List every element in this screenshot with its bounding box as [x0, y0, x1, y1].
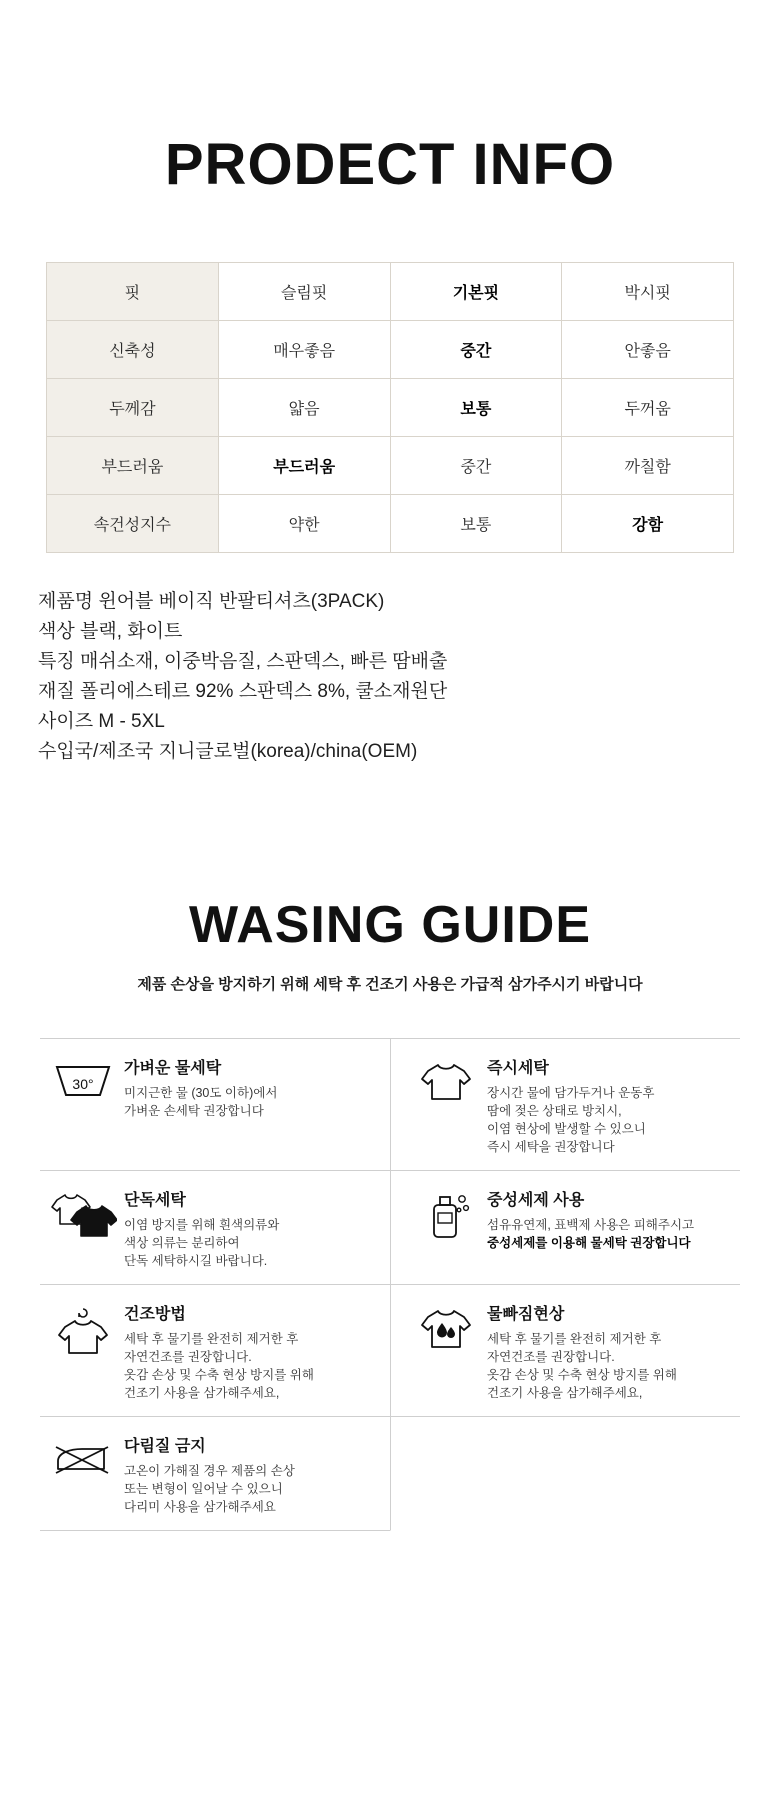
care-body	[124, 1216, 279, 1270]
care-body	[124, 1084, 277, 1120]
care-text	[120, 1301, 314, 1402]
care-heading: 즉시세탁	[487, 1060, 549, 1077]
care-line: 색상 의류는 분리하여	[124, 1236, 240, 1250]
care-line: 세탁 후 물기를 완전히 제거한 후	[487, 1332, 662, 1346]
product-description	[0, 587, 780, 767]
care-line: 땀에 젖은 상태로 방치시,	[487, 1104, 622, 1118]
spec-row-label: 신축성	[47, 321, 219, 379]
spec-option-selected: 강함	[562, 495, 734, 553]
care-text	[120, 1055, 277, 1120]
care-line: 건조기 사용을 삼가해주세요,	[124, 1386, 280, 1400]
no-iron-icon	[46, 1433, 120, 1481]
care-line: 즉시 세탁을 권장합니다	[487, 1140, 615, 1154]
care-line: 세탁 후 물기를 완전히 제거한 후	[124, 1332, 299, 1346]
care-item-color-bleeding	[390, 1285, 740, 1417]
care-line: 미지근한 물 (30도 이하)에서	[124, 1086, 278, 1100]
care-item-no-ironing	[40, 1417, 390, 1531]
table-row	[47, 437, 734, 495]
care-line: 옷감 손상 및 수축 현상 방지를 위해	[124, 1368, 314, 1382]
care-body	[487, 1084, 654, 1156]
spec-option-selected: 보통	[390, 379, 562, 437]
spec-option: 안좋음	[562, 321, 734, 379]
spec-option: 보통	[390, 495, 562, 553]
hanger-tshirt-icon	[46, 1301, 120, 1357]
care-item-drying-method	[40, 1285, 390, 1417]
spec-row-label: 핏	[47, 263, 219, 321]
care-line: 섬유유연제, 표백제 사용은 피해주시고	[487, 1218, 695, 1232]
spec-table-wrapper	[0, 262, 780, 553]
care-text	[120, 1187, 279, 1270]
spec-row-label: 속건성지수	[47, 495, 219, 553]
spec-option: 매우좋음	[218, 321, 390, 379]
care-heading: 단독세탁	[124, 1192, 186, 1209]
care-line: 이염 방지를 위해 흰색의류와	[124, 1218, 280, 1232]
care-item-separate-wash	[40, 1171, 390, 1285]
care-item-gentle-wash	[40, 1039, 390, 1171]
description-line: 특징 매쉬소재, 이중박음질, 스판덱스, 빠른 땀배출	[38, 651, 448, 672]
spec-option: 중간	[390, 437, 562, 495]
care-heading: 건조방법	[124, 1306, 186, 1323]
care-line: 고온이 가해질 경우 제품의 손상	[124, 1464, 295, 1478]
care-body	[124, 1330, 314, 1402]
description-line: 색상 블랙, 화이트	[38, 621, 183, 642]
spec-row-label: 부드러움	[47, 437, 219, 495]
care-instruction-grid	[40, 1038, 740, 1531]
table-row	[47, 321, 734, 379]
care-text	[120, 1433, 295, 1516]
description-line: 제품명 윈어블 베이직 반팔티셔츠(3PACK)	[38, 591, 385, 612]
care-body	[487, 1216, 694, 1252]
care-text	[483, 1187, 694, 1252]
care-text	[483, 1055, 654, 1156]
care-item-neutral-detergent	[390, 1171, 740, 1285]
care-line: 자연건조를 권장합니다.	[487, 1350, 615, 1364]
care-body	[124, 1462, 295, 1516]
care-line: 가벼운 손세탁 권장합니다	[124, 1104, 264, 1118]
care-heading: 다림질 금지	[124, 1438, 206, 1455]
care-text	[483, 1301, 677, 1402]
care-heading: 가벼운 물세탁	[124, 1060, 222, 1077]
care-line: 단독 세탁하시길 바랍니다.	[124, 1254, 268, 1268]
spec-option: 약한	[218, 495, 390, 553]
two-tshirts-icon	[46, 1187, 120, 1239]
washing-guide-subtitle: 제품 손상을 방지하기 위해 세탁 후 건조기 사용은 가급적 삼가주시기 바랍니다	[137, 976, 643, 993]
tshirt-outline-icon	[409, 1055, 483, 1105]
svg-text:30°: 30°	[72, 1076, 94, 1092]
spec-option-selected: 부드러움	[218, 437, 390, 495]
spec-option: 박시핏	[562, 263, 734, 321]
care-body	[487, 1330, 677, 1402]
table-row	[47, 379, 734, 437]
care-line-bold: 중성세제를 이용해 물세탁 권장합니다	[487, 1236, 691, 1250]
table-row	[47, 495, 734, 553]
care-line: 자연건조를 권장합니다.	[124, 1350, 252, 1364]
spec-table	[46, 262, 734, 553]
spec-option-selected: 중간	[390, 321, 562, 379]
care-line: 건조기 사용을 삼가해주세요,	[487, 1386, 643, 1400]
care-line: 옷감 손상 및 수축 현상 방지를 위해	[487, 1368, 677, 1382]
spec-option: 까칠함	[562, 437, 734, 495]
table-row	[47, 263, 734, 321]
spec-option: 얇음	[218, 379, 390, 437]
care-line: 다리미 사용을 삼가해주세요	[124, 1500, 276, 1514]
description-line: 수입국/제조국 지니글로벌(korea)/china(OEM)	[38, 741, 418, 762]
detergent-bottle-icon	[409, 1187, 483, 1241]
page-title: PRODECT INFO	[164, 132, 616, 197]
care-grid-empty-cell	[390, 1417, 740, 1531]
spec-row-label: 두께감	[47, 379, 219, 437]
care-line: 또는 변형이 일어날 수 있으니	[124, 1482, 283, 1496]
care-item-immediate-wash	[390, 1039, 740, 1171]
care-line: 이염 현상에 발생할 수 있으니	[487, 1122, 646, 1136]
spec-option: 슬림핏	[218, 263, 390, 321]
description-line: 재질 폴리에스테르 92% 스판덱스 8%, 쿨소재원단	[38, 681, 448, 702]
description-line: 사이즈 M - 5XL	[38, 711, 165, 732]
spec-option-selected: 기본핏	[390, 263, 562, 321]
washing-guide-title: WASING GUIDE	[188, 896, 592, 954]
care-heading: 물빠짐현상	[487, 1306, 565, 1323]
spec-option: 두꺼움	[562, 379, 734, 437]
color-bleed-drop-icon	[409, 1301, 483, 1353]
wash-tub-30-icon	[46, 1055, 120, 1101]
care-heading: 중성세제 사용	[487, 1192, 585, 1209]
care-line: 장시간 물에 담가두거나 운동후	[487, 1086, 655, 1100]
